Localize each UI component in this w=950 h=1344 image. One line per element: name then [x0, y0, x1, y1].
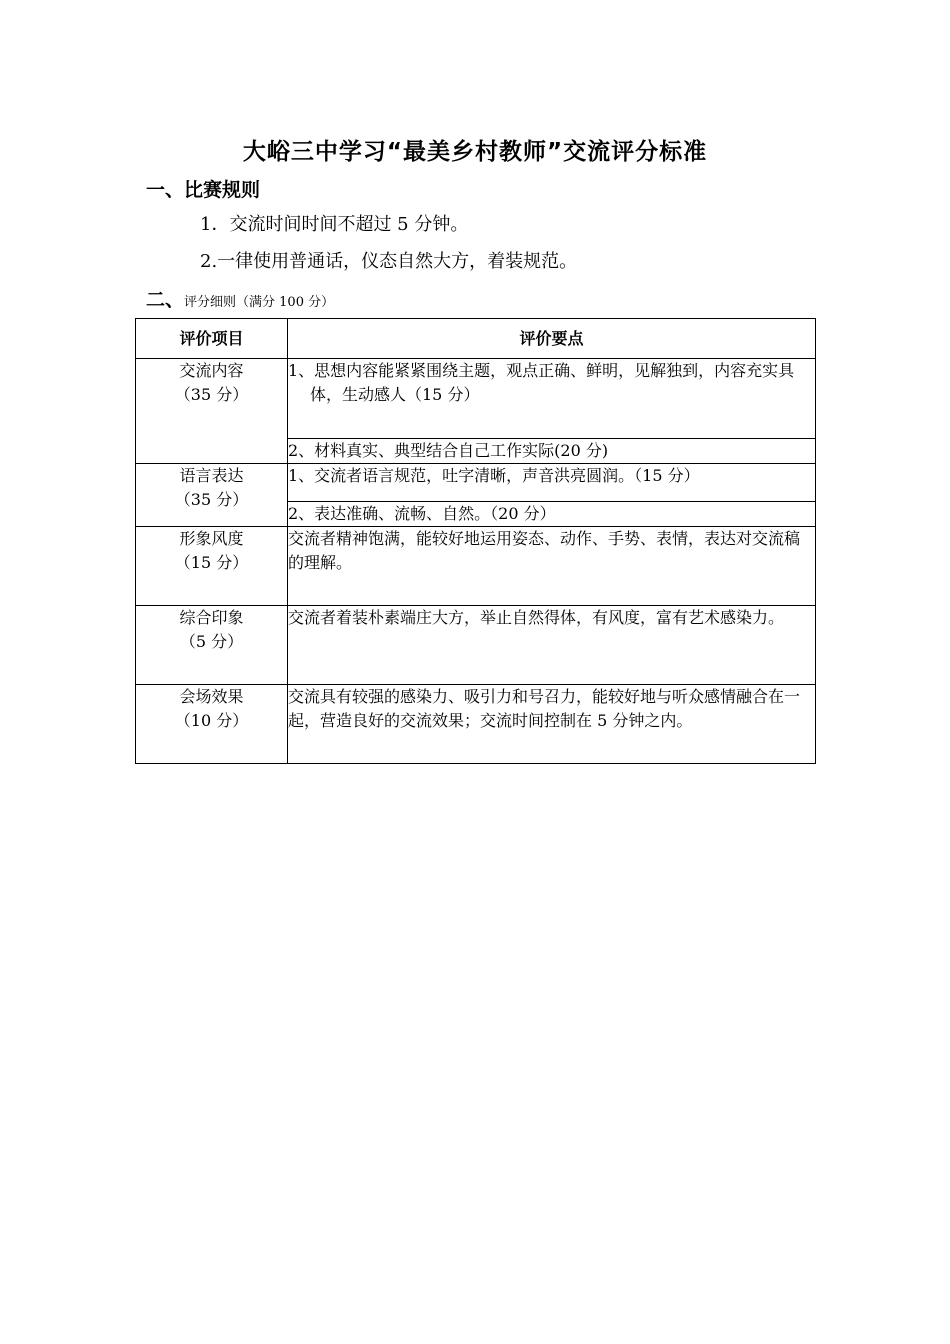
- table-row: [136, 606, 816, 685]
- item-name: 语言表达: [179, 466, 244, 485]
- section-subheading: 评分细则（满分 100 分）: [184, 295, 335, 310]
- item-score: （35 分）: [174, 385, 249, 404]
- item-score: （15 分）: [174, 553, 249, 572]
- item-score: （35 分）: [174, 490, 249, 509]
- point-text: 2、材料真实、典型结合自己工作实际(20 分): [288, 441, 609, 460]
- column-header-points: 评价要点: [288, 319, 816, 359]
- point-text: 2、表达准确、流畅、自然。（20 分）: [288, 504, 556, 523]
- point-cell: [288, 502, 816, 527]
- item-name: 形象风度: [179, 529, 244, 548]
- table-row: [136, 464, 816, 502]
- point-cell: [288, 439, 816, 464]
- item-name: 交流内容: [179, 361, 244, 380]
- item-name: 会场效果: [179, 687, 244, 706]
- item-cell: [136, 685, 288, 764]
- point-cell: [288, 464, 816, 502]
- column-header-item: 评价项目: [136, 319, 288, 359]
- point-cell: [288, 359, 816, 439]
- item-cell: [136, 359, 288, 464]
- item-score: （5 分）: [179, 632, 244, 651]
- item-cell: [136, 464, 288, 527]
- section-heading-rules: 一、比赛规则: [146, 179, 261, 201]
- rule-item: 1．交流时间时间不超过 5 分钟。: [200, 214, 469, 235]
- section-number: 二、: [146, 289, 185, 311]
- table-row: [136, 359, 816, 439]
- point-text: 交流具有较强的感染力、吸引力和号召力，能较好地与听众感情融合在一起，营造良好的交流效果；交流时间控制在 5 分钟之内。: [288, 687, 801, 730]
- point-cell: [288, 527, 816, 606]
- point-cell: [288, 606, 816, 685]
- item-name: 综合印象: [179, 608, 244, 627]
- point-cell: [288, 685, 816, 764]
- table-header-row: [136, 319, 816, 359]
- item-cell: [136, 606, 288, 685]
- table-row: [136, 527, 816, 606]
- document-title: 大峪三中学习“最美乡村教师”交流评分标准: [242, 139, 708, 165]
- item-cell: [136, 527, 288, 606]
- scoring-table: [135, 318, 816, 764]
- table-row: [136, 685, 816, 764]
- section-heading-scoring: [146, 285, 334, 312]
- point-text: 交流者精神饱满，能较好地运用姿态、动作、手势、表情，表达对交流稿的理解。: [288, 529, 801, 572]
- item-score: （10 分）: [174, 711, 249, 730]
- point-text: 交流者着装朴素端庄大方，举止自然得体，有风度，富有艺术感染力。: [288, 608, 785, 627]
- point-text: 1、思想内容能紧紧围绕主题，观点正确、鲜明，见解独到，内容充实具体，生动感人（15 分）: [288, 361, 795, 404]
- point-text: 1、交流者语言规范，吐字清晰，声音洪亮圆润。（15 分）: [288, 466, 700, 485]
- rule-item: 2.一律使用普通话，仪态自然大方，着装规范。: [200, 251, 578, 272]
